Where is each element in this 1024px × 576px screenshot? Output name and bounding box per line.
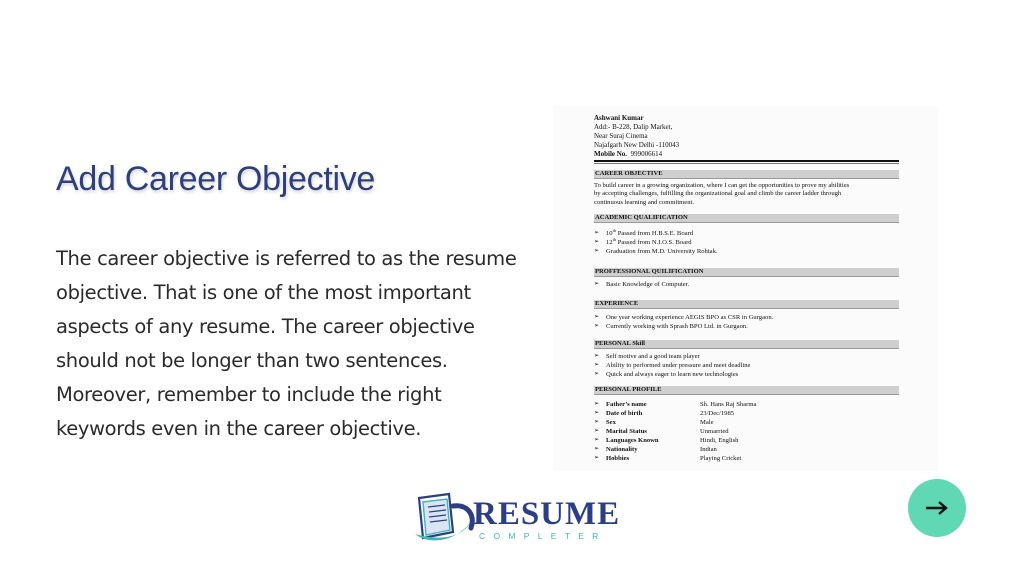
logo-subtitle: COMPLETER	[479, 531, 607, 541]
resume-mobile	[594, 150, 679, 159]
section-heading: PROFFESSIONAL QUILIFICATION	[594, 268, 899, 277]
list-item: ➢ 10th Passed from H.B.S.E. Board	[594, 229, 899, 238]
objective-line: continuous learning and commitment.	[594, 198, 694, 206]
body-line: aspects of any resume. The career objective	[56, 315, 475, 338]
list-item: ➢ 12th Passed from N.I.O.S. Board	[594, 238, 899, 247]
profile-row: ➢ Sex Male	[594, 418, 899, 427]
resume-divider	[594, 160, 899, 162]
document-logo-icon	[413, 492, 477, 546]
resume-header	[594, 114, 679, 159]
body-line: should not be longer than two sentences.	[56, 349, 448, 372]
next-slide-button[interactable]	[908, 479, 966, 537]
resume-section-professional	[594, 268, 899, 289]
list-item: ➢ Self motive and a good team player	[594, 352, 899, 361]
body-line: The career objective is referred to as the resume	[56, 247, 517, 270]
section-heading: CAREER OBJECTIVE	[594, 170, 899, 179]
list-item: ➢ Currently working with Sprash BPO Ltd. in Gurgaon.	[594, 322, 899, 331]
profile-row: ➢ Nationality Indian	[594, 445, 899, 454]
objective-line: To build career in a growing organization, where I can get the opportunities to prove my abilities	[594, 182, 850, 189]
resume-address-line: Near Suraj Cinema	[594, 132, 648, 140]
profile-row: ➢ Hobbies Playing Cricket	[594, 454, 899, 463]
resume-address-line: Add:- B-228, Dalip Market,	[594, 123, 673, 131]
section-heading: EXPERIENCE	[594, 300, 899, 309]
list-item: ➢ Graduation from M.D. University Rohtak.	[594, 247, 899, 256]
section-heading: PERSONAL Skill	[594, 340, 899, 349]
resume-address-line: Najafgarh New Delhi -110043	[594, 141, 680, 149]
list-item: ➢ Ability to performed under pressure and meet deadline	[594, 361, 899, 370]
section-heading: ACADEMIC QUALIFICATION	[594, 214, 899, 223]
slide-body	[56, 242, 526, 446]
resume-name: Ashwani Kumar	[594, 114, 644, 122]
section-heading: PERSONAL PROFILE	[594, 386, 899, 395]
resume-mobile-value: 999006614	[630, 150, 663, 158]
arrow-right-icon	[925, 501, 949, 515]
resume-divider	[594, 163, 899, 164]
list-item: ➢ Basic Knowledge of Computer.	[594, 280, 899, 289]
resume-section-experience	[594, 300, 899, 331]
profile-row: ➢ Languages Known Hindi, English	[594, 436, 899, 445]
profile-row: ➢ Father’s name Sh. Hans Raj Sharma	[594, 400, 899, 409]
list-item: ➢ One year working experience AEGIS BPO as CSR in Gurgaon.	[594, 313, 899, 322]
body-line: objective. That is one of the most important	[56, 281, 471, 304]
list-item: ➢ Quick and always eager to learn new technologies	[594, 370, 899, 379]
logo-wordmark: RESUME	[473, 496, 621, 532]
objective-line: by accepting challenges, fulfilling the organizational goal and climb the career ladder through	[594, 190, 842, 198]
resume-mobile-label: Mobile No.	[594, 150, 628, 158]
resume-section-profile	[594, 386, 899, 463]
body-line: keywords even in the career objective.	[56, 417, 422, 440]
body-line: Moreover, remember to include the right	[56, 383, 442, 406]
resume-section-skill	[594, 340, 899, 379]
resume-completer-logo	[413, 492, 621, 546]
slide-title: Add Career Objective	[56, 160, 376, 198]
resume-section-academic	[594, 214, 899, 256]
resume-sample-image	[553, 106, 938, 471]
resume-section-career-objective	[594, 170, 899, 207]
profile-row: ➢ Date of birth 23/Dec/1985	[594, 409, 899, 418]
profile-row: ➢ Marital Status Unmarried	[594, 427, 899, 436]
